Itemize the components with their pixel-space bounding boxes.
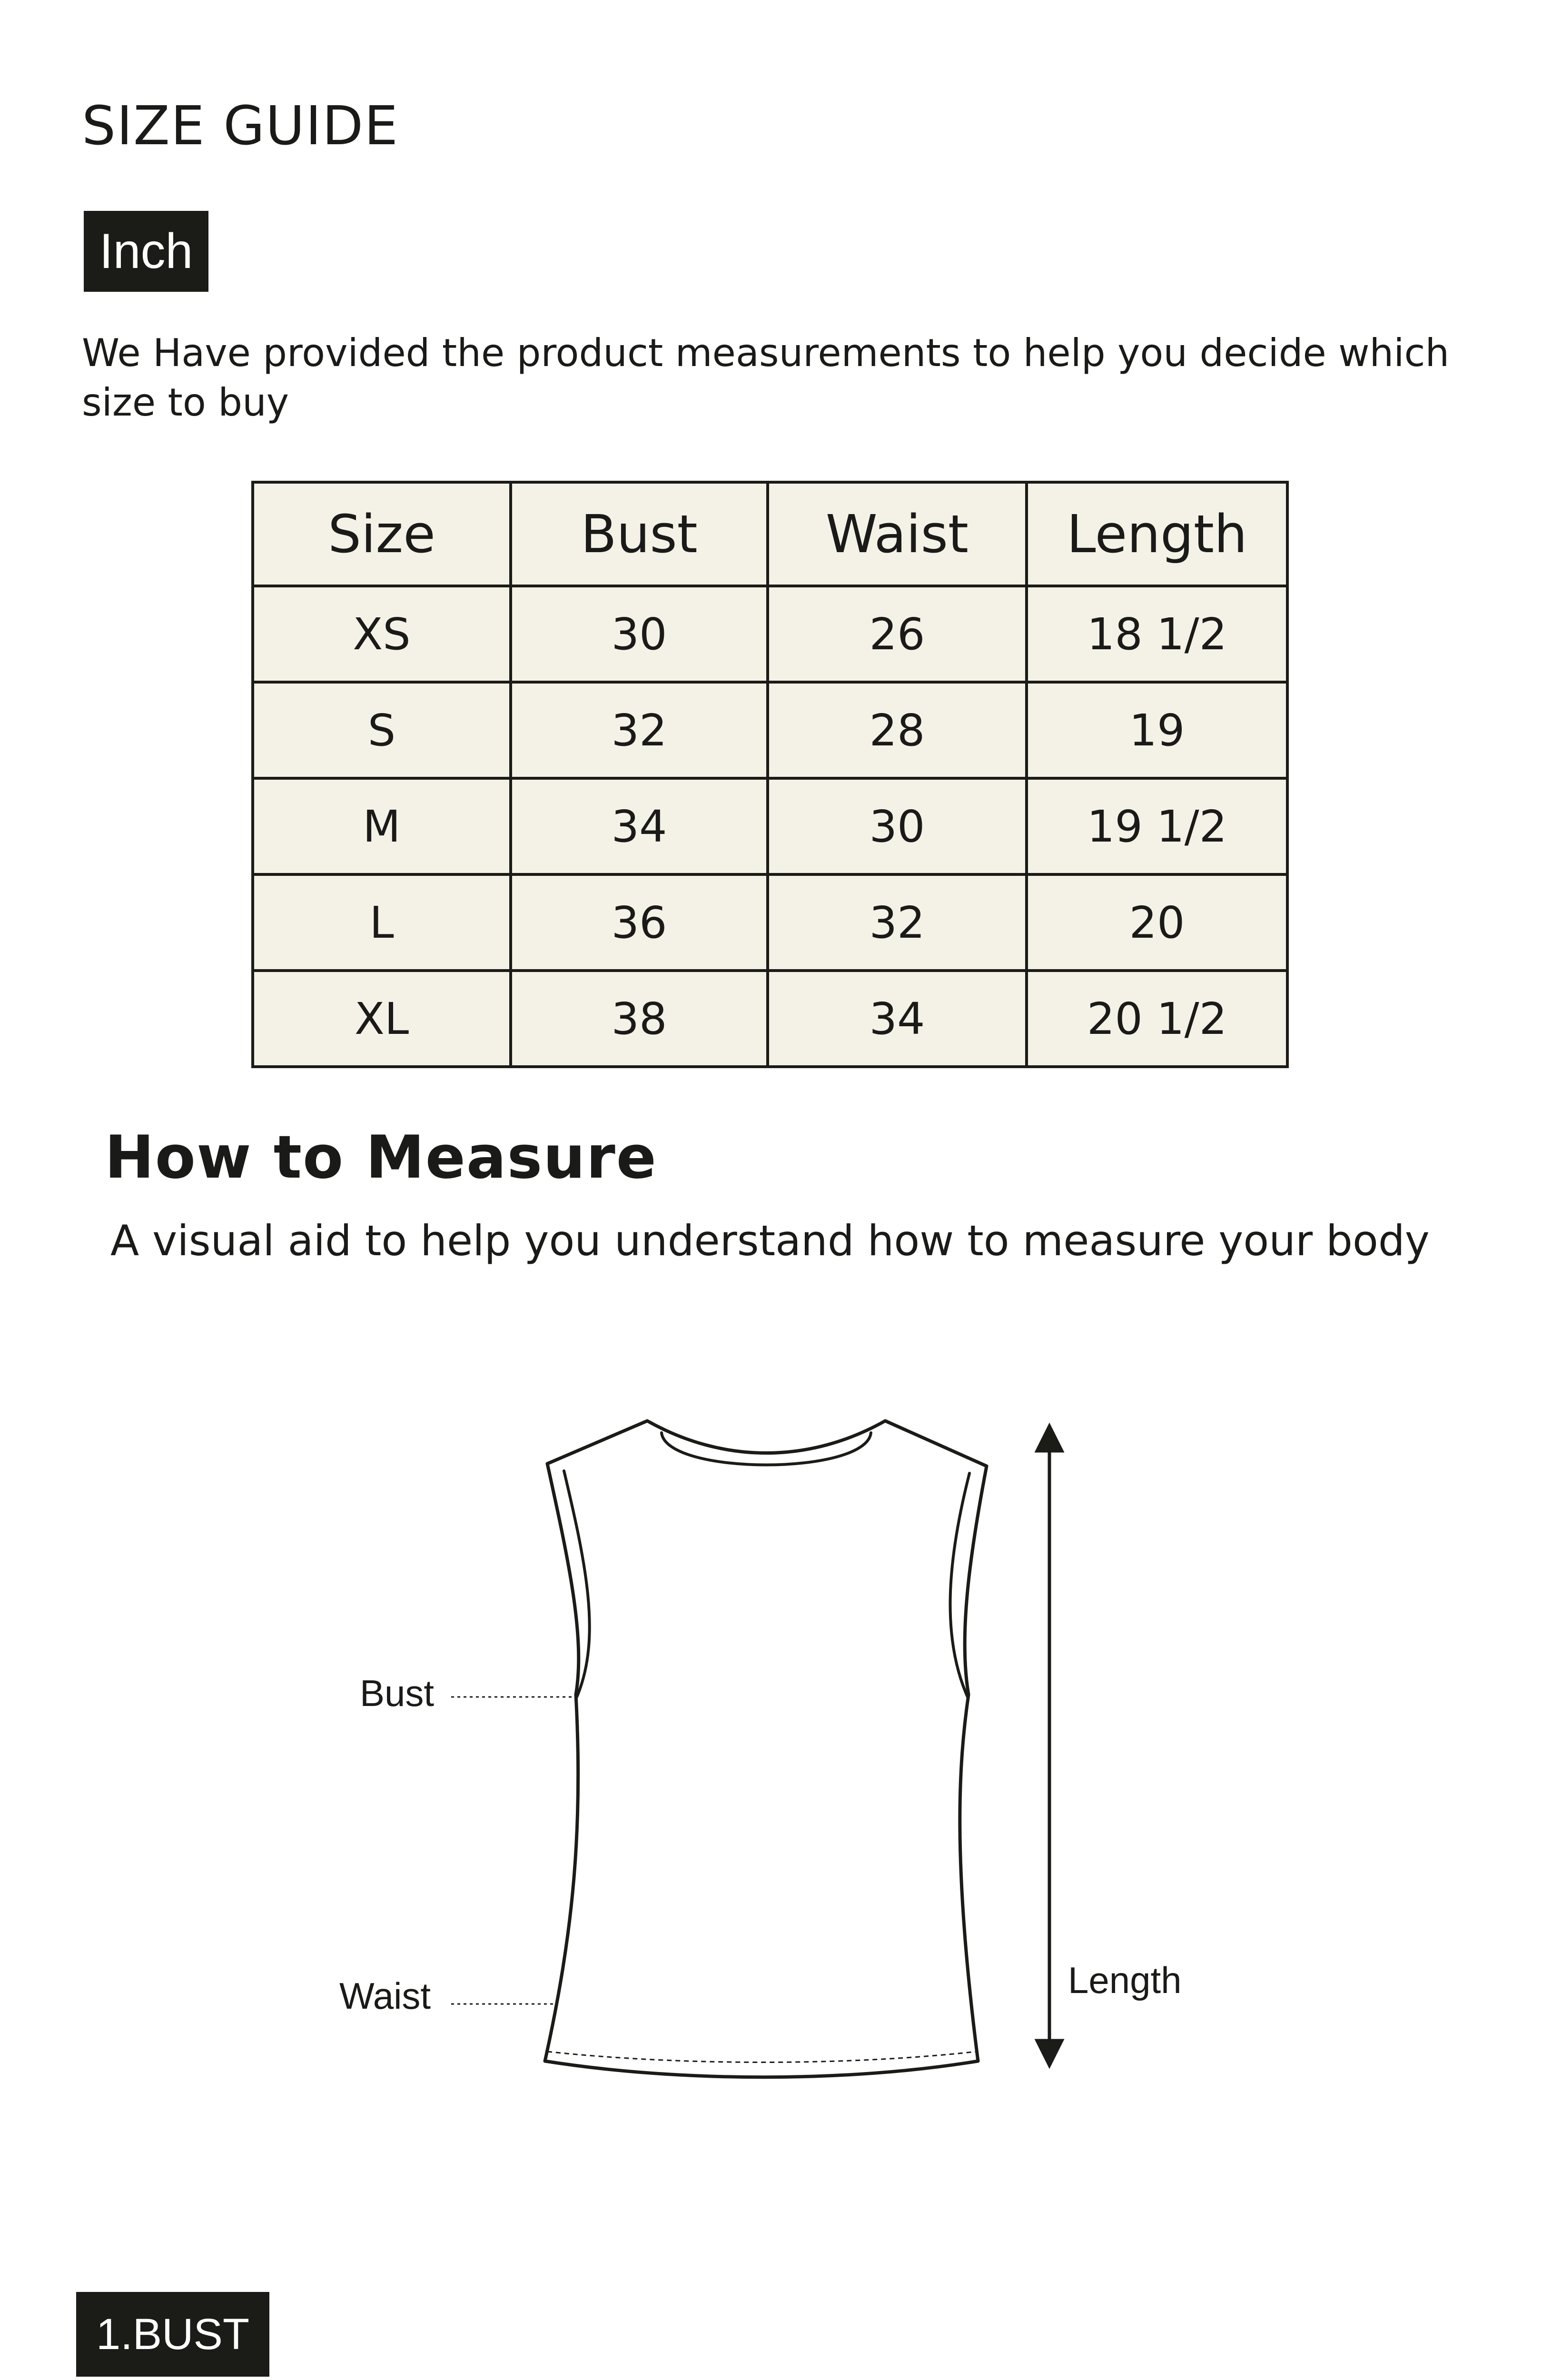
table-cell: 36 [511, 874, 768, 971]
table-cell: 34 [768, 971, 1027, 1067]
column-header: Bust [511, 482, 768, 586]
hem-stitch [547, 2052, 977, 2063]
garment-outline [545, 1421, 987, 2077]
table-cell: 38 [511, 971, 768, 1067]
table-cell: 30 [511, 586, 768, 682]
table-cell: 32 [768, 874, 1027, 971]
intro-text: We Have provided the product measurements to help you decide which size to buy [82, 331, 1450, 425]
table-cell: 19 1/2 [1027, 778, 1287, 874]
table-row [253, 778, 1287, 874]
diagram-label-length: Length [1068, 1959, 1182, 2001]
table-cell: M [253, 778, 511, 874]
table-cell: 20 1/2 [1027, 971, 1287, 1067]
table-cell: 34 [511, 778, 768, 874]
table-cell: L [253, 874, 511, 971]
column-header: Size [253, 482, 511, 586]
diagram-label-waist: Waist [339, 1975, 431, 2017]
table-cell: 26 [768, 586, 1027, 682]
table-row [253, 971, 1287, 1067]
table-cell: 32 [511, 682, 768, 778]
column-header: Length [1027, 482, 1287, 586]
table-cell: 28 [768, 682, 1027, 778]
section-subheading: A visual aid to help you understand how to measure your body [110, 1216, 1430, 1265]
table-cell: 18 1/2 [1027, 586, 1287, 682]
table-cell: 30 [768, 778, 1027, 874]
table-cell: S [253, 682, 511, 778]
table-cell: XL [253, 971, 511, 1067]
diagram-label-bust: Bust [360, 1672, 435, 1714]
page-title: SIZE GUIDE [82, 95, 399, 157]
table-row [253, 586, 1287, 682]
section-heading: How to Measure [105, 1123, 657, 1192]
table-cell: XS [253, 586, 511, 682]
table-cell: 19 [1027, 682, 1287, 778]
table-row [253, 682, 1287, 778]
table-row [253, 874, 1287, 971]
table-cell: 20 [1027, 874, 1287, 971]
armhole-left-inner [564, 1471, 590, 1697]
bust-section-tag: 1.BUST [76, 2292, 269, 2377]
column-header: Waist [768, 482, 1027, 586]
table-header-row [253, 482, 1287, 586]
unit-tag: Inch [84, 211, 208, 292]
size-table [251, 481, 1289, 1068]
neckline-inner [662, 1433, 871, 1465]
